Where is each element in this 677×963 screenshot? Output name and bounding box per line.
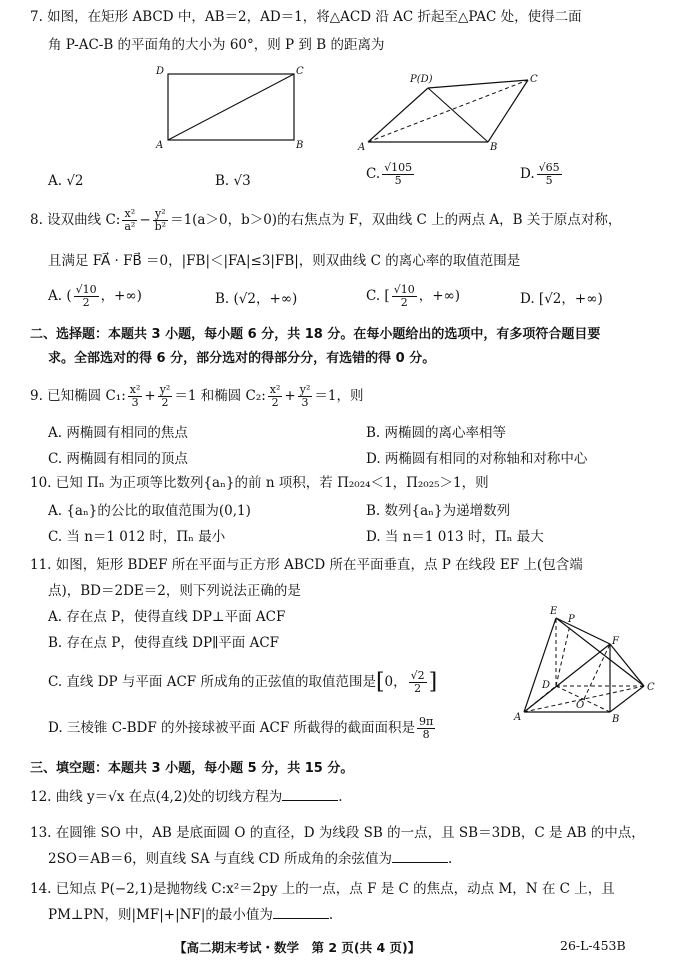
fig1-label-d: D (156, 66, 165, 77)
q7-line1: 7. 如图，在矩形 ABCD 中，AB＝2，AD＝1，将△ACD 沿 AC 折起至△PAC 处，使得二面 (30, 9, 582, 25)
q13-line1: 13. 在圆锥 SO 中，AB 是底面圆 O 的直径，D 为线段 SB 的一点，且 SB＝3DB，C 是 AB 的中点， (30, 825, 645, 841)
q9-option-b: B. 两椭圆的离心率相等 (366, 425, 507, 441)
q10-stem: 10. 已知 Πₙ 为正项等比数列{aₙ}的前 n 项积，若 Π₂₀₂₄＜1，Π₂₀₂₅＞1，则 (30, 475, 489, 491)
q14-line1: 14. 已知点 P(−2,1)是抛物线 C:x²＝2py 上的一点，点 F 是 C 的焦点，动点 M，N 在 C 上，且 (30, 881, 615, 897)
fig3-label-b: B (612, 714, 620, 725)
fig1-label-c: C (296, 66, 304, 77)
q9-option-a: A. 两椭圆有相同的焦点 (48, 425, 188, 441)
q8-line1: 8. 设双曲线 C: $\frac{\text{x²}}{\text{a²}}$ − $\frac{\text{y²}}{\text{b²}}$ ＝1(a＞0，b＞0)的右焦点为 F，双曲线 C 上的两点 A，B 关于原点对称， (30, 207, 622, 233)
q13-answer-blank[interactable] (392, 850, 448, 863)
q12-stem: 12. 曲线 y＝√x 在点(4,2)处的切线方程为 . (30, 789, 343, 805)
fig3-label-a: A (514, 712, 522, 723)
footer-page-info: 【高二期末考试・数学 第 2 页(共 4 页)】 (174, 940, 421, 955)
rectangle-figure (150, 62, 310, 152)
q13-line2: 2SO＝AB＝6，则直线 SA 与直线 CD 所成角的余弦值为 . (48, 851, 453, 867)
q10-option-d: D. 当 n＝1 013 时，Πₙ 最大 (366, 529, 544, 545)
q8-option-c: C. [ $\frac{√10}{2}$ ，+∞) (366, 283, 461, 309)
footer-code: 26-L-453B (560, 938, 626, 953)
fig3-label-p: P (568, 614, 575, 625)
section2-line1: 二、选择题：本题共 3 小题，每小题 6 分，共 18 分。在每小题给出的选项中，有多项符合题目要 (30, 327, 601, 342)
q10-option-a: A. {aₙ}的公比的取值范围为(0,1) (48, 503, 251, 519)
q9-option-c: C. 两椭圆有相同的顶点 (48, 451, 188, 467)
fig3-label-c: C (647, 682, 655, 693)
q12-answer-blank[interactable] (282, 788, 338, 801)
q11-option-b: B. 存在点 P，使得直线 DP∥平面 ACF (48, 635, 280, 651)
fig2-label-pd: P(D) (410, 74, 433, 85)
q11-line1: 11. 如图，矩形 BDEF 所在平面与正方形 ABCD 所在平面垂直，点 P 在线段 EF 上(包含端 (30, 557, 583, 573)
q8-option-b: B. (√2，+∞) (215, 291, 298, 307)
fig3-label-f: F (612, 636, 619, 647)
fig3-label-e: E (550, 606, 558, 617)
q10-option-b: B. 数列{aₙ}为递增数列 (366, 503, 511, 519)
fig2-label-b: B (490, 142, 498, 153)
q7-option-c: C. $\frac{√105}{5}$ (366, 161, 413, 187)
q11-option-c: C. 直线 DP 与平面 ACF 所成角的正弦值的取值范围是[0， $\frac{√2}{2}$ ] (48, 669, 438, 695)
fig3-label-o: O (576, 700, 585, 711)
fig1-label-b: B (296, 140, 304, 151)
q14-line2: PM⊥PN，则|MF|+|NF|的最小值为 . (48, 907, 334, 923)
q9-option-d: D. 两椭圆有相同的对称轴和对称中心 (366, 451, 588, 467)
q7-option-d: D. $\frac{√65}{5}$ (520, 161, 560, 187)
fig2-label-c: C (530, 74, 538, 85)
q7-option-b: B. √3 (215, 173, 251, 189)
section2-line2: 求。全部选对的得 6 分，部分选对的得部分分，有选错的得 0 分。 (48, 351, 436, 366)
folded-figure (356, 64, 546, 154)
q9-stem: 9. 已知椭圆 C₁: $\frac{\text{x²}}{3}$ + $\frac{\text{y²}}{2}$ ＝1 和椭圆 C₂: $\frac{\text{x²}}{2}$ + $\frac{\text{y²}}{3}$ ＝1，则 (30, 383, 364, 409)
q8-line2: 且满足 FA⃗ · FB⃗ ＝0，|FB|＜|FA|≤3|FB|，则双曲线 C 的离心率的取值范围是 (48, 253, 521, 269)
fig1-label-a: A (156, 140, 164, 151)
q7-line2: 角 P-AC-B 的平面角的大小为 60°，则 P 到 B 的距离为 (48, 37, 385, 53)
q7-option-a: A. √2 (48, 173, 84, 189)
q8-option-d: D. [√2，+∞) (520, 291, 603, 307)
q11-line2: 点)，BD＝2DE＝2，则下列说法正确的是 (48, 583, 301, 599)
q11-option-a: A. 存在点 P，使得直线 DP⊥平面 ACF (48, 609, 286, 625)
q14-answer-blank[interactable] (273, 906, 329, 919)
fig3-label-d: D (542, 680, 551, 691)
q11-option-d: D. 三棱锥 C-BDF 的外接球被平面 ACF 所截得的截面面积是 $\frac{9\pi}{8}$ (48, 715, 434, 741)
q8-option-a: A. ( $\frac{√10}{2}$ ，+∞) (48, 283, 142, 309)
q10-option-c: C. 当 n＝1 012 时，Πₙ 最小 (48, 529, 226, 545)
fig2-label-a: A (358, 142, 366, 153)
section3-heading: 三、填空题：本题共 3 小题，每小题 5 分，共 15 分。 (30, 761, 354, 776)
solid-figure (510, 602, 660, 726)
